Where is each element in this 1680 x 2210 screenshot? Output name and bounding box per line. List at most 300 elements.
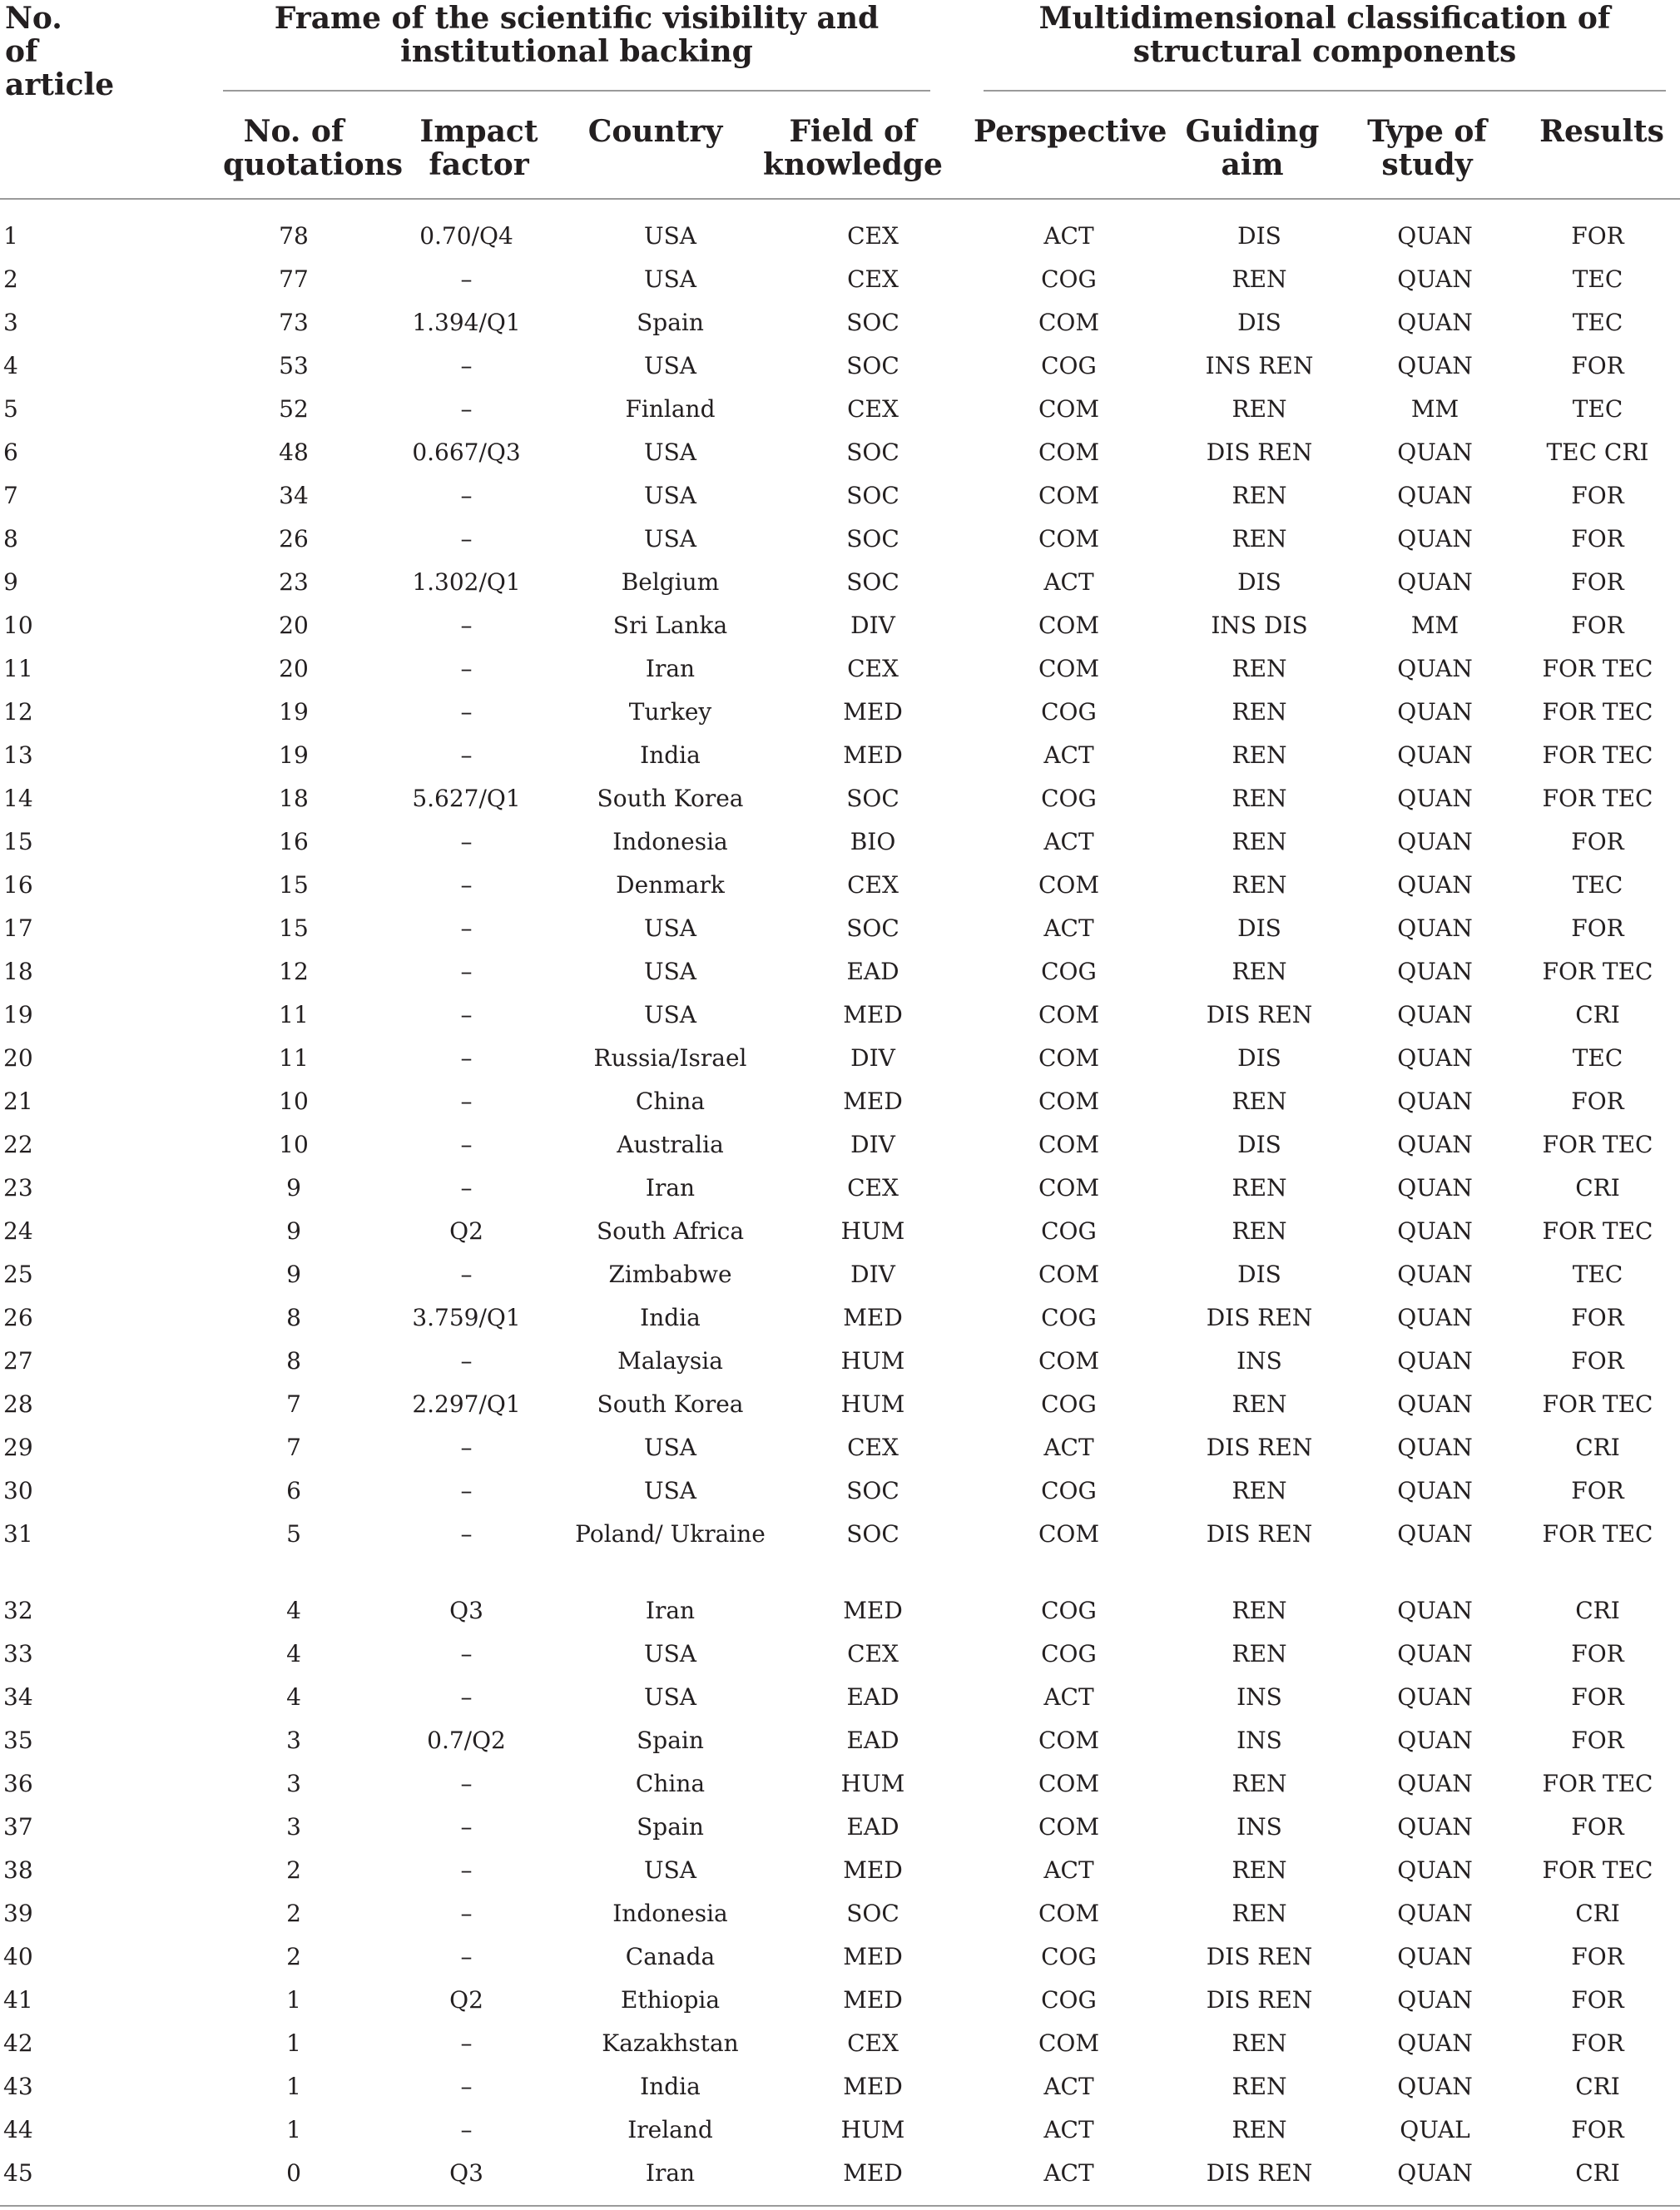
- perspective-cell: COM: [1038, 1001, 1100, 1028]
- country-cell: USA: [644, 1640, 696, 1667]
- type-of-study-cell: QUAN: [1397, 2159, 1473, 2187]
- perspective-cell: COG: [1041, 1217, 1097, 1245]
- table-row: [0, 1037, 1680, 1080]
- results-cell: CRI: [1575, 1597, 1620, 1624]
- type-of-study-cell: QUAN: [1397, 482, 1473, 509]
- article-number-cell: 10: [3, 612, 33, 639]
- country-cell: USA: [644, 914, 696, 942]
- perspective-cell: COG: [1041, 1943, 1097, 1970]
- impact-factor-cell: –: [460, 1434, 473, 1461]
- country-cell: Canada: [625, 1943, 716, 1970]
- field-cell: SOC: [846, 914, 899, 942]
- perspective-cell: COM: [1038, 482, 1100, 509]
- field-cell: MED: [843, 741, 903, 769]
- field-cell: SOC: [846, 1520, 899, 1548]
- article-number-cell: 16: [3, 871, 33, 899]
- guiding-aim-cell: REN: [1232, 741, 1287, 769]
- quotations-cell: 1: [286, 2116, 301, 2143]
- perspective-cell: COM: [1038, 1044, 1100, 1072]
- country-cell: Finland: [625, 395, 716, 423]
- country-cell: USA: [644, 1683, 696, 1711]
- perspective-cell: COG: [1041, 1304, 1097, 1331]
- table-row: [0, 691, 1680, 734]
- article-number-cell: 6: [3, 439, 18, 466]
- quotations-cell: 20: [279, 655, 309, 682]
- table-row: [0, 518, 1680, 561]
- table-row: [0, 777, 1680, 820]
- results-cell: FOR TEC: [1542, 1217, 1653, 1245]
- field-cell: MED: [843, 1986, 903, 2014]
- field-cell: DIV: [850, 612, 895, 639]
- field-cell: SOC: [846, 1900, 899, 1927]
- impact-factor-cell: –: [460, 1943, 473, 1970]
- quotations-cell: 23: [279, 568, 309, 596]
- country-cell: USA: [644, 222, 696, 250]
- quotations-cell: 16: [279, 828, 309, 855]
- quotations-cell: 1: [286, 2029, 301, 2057]
- article-number-cell: 1: [3, 222, 18, 250]
- field-cell: MED: [843, 698, 903, 726]
- impact-factor-cell: Q2: [449, 1217, 483, 1245]
- perspective-cell: COM: [1038, 1131, 1100, 1158]
- field-cell: CEX: [847, 265, 899, 293]
- quotations-cell: 9: [286, 1261, 301, 1288]
- table-row: [0, 1633, 1680, 1676]
- table-row: [0, 734, 1680, 777]
- article-number-cell: 38: [3, 1856, 33, 1884]
- guiding-aim-cell: DIS: [1237, 222, 1281, 250]
- field-cell: MED: [843, 1597, 903, 1624]
- country-cell: Indonesia: [612, 1900, 728, 1927]
- perspective-cell: COM: [1038, 309, 1100, 336]
- quotations-cell: 15: [279, 914, 309, 942]
- field-cell: SOC: [846, 309, 899, 336]
- country-cell: Turkey: [628, 698, 712, 726]
- field-cell: BIO: [850, 828, 896, 855]
- perspective-cell: ACT: [1043, 741, 1094, 769]
- table-row: [0, 1123, 1680, 1167]
- type-of-study-cell: QUAN: [1397, 1434, 1473, 1461]
- quotations-cell: 4: [286, 1640, 301, 1667]
- results-cell: FOR: [1571, 2029, 1624, 2057]
- impact-factor-cell: 2.297/Q1: [412, 1390, 521, 1418]
- field-cell: CEX: [847, 2029, 899, 2057]
- country-cell: USA: [644, 265, 696, 293]
- article-number-cell: 34: [3, 1683, 33, 1711]
- quotations-cell: 78: [279, 222, 309, 250]
- quotations-cell: 18: [279, 785, 309, 812]
- field-cell: SOC: [846, 1477, 899, 1504]
- country-cell: Poland/ Ukraine: [575, 1520, 766, 1548]
- results-cell: FOR TEC: [1542, 1390, 1653, 1418]
- perspective-cell: ACT: [1043, 222, 1094, 250]
- article-number-cell: 41: [3, 1986, 33, 2014]
- results-cell: TEC: [1572, 265, 1623, 293]
- perspective-cell: COM: [1038, 1520, 1100, 1548]
- type-of-study-cell: QUAN: [1397, 1520, 1473, 1548]
- header-bottom-rule: [0, 198, 1680, 200]
- type-of-study-cell: QUAN: [1397, 525, 1473, 552]
- table-row: [0, 994, 1680, 1037]
- table-row: [0, 431, 1680, 474]
- field-cell: SOC: [846, 525, 899, 552]
- table-row: [0, 1340, 1680, 1383]
- guiding-aim-cell: DIS REN: [1206, 1520, 1313, 1548]
- impact-factor-cell: –: [460, 828, 473, 855]
- type-of-study-cell: QUAN: [1397, 1770, 1473, 1797]
- type-of-study-cell: QUAN: [1397, 2073, 1473, 2100]
- country-cell: Indonesia: [612, 828, 728, 855]
- article-number-cell: 36: [3, 1770, 33, 1797]
- field-cell: CEX: [847, 395, 899, 423]
- column-header-perspective: Perspective: [974, 114, 1167, 149]
- guiding-aim-cell: INS DIS: [1211, 612, 1308, 639]
- country-cell: Iran: [645, 2159, 696, 2187]
- country-cell: Iran: [645, 655, 696, 682]
- country-cell: South Korea: [597, 1390, 744, 1418]
- table-row: [0, 1589, 1680, 1633]
- country-cell: Sri Lanka: [612, 612, 728, 639]
- impact-factor-cell: 0.7/Q2: [427, 1727, 506, 1754]
- quotations-cell: 3: [286, 1727, 301, 1754]
- impact-factor-cell: –: [460, 871, 473, 899]
- table-row: [0, 2065, 1680, 2108]
- results-cell: TEC: [1572, 1044, 1623, 1072]
- quotations-cell: 3: [286, 1813, 301, 1841]
- perspective-cell: COG: [1041, 698, 1097, 726]
- perspective-cell: COG: [1041, 1986, 1097, 2014]
- table-row: [0, 1676, 1680, 1719]
- country-cell: China: [635, 1770, 706, 1797]
- article-number-cell: 3: [3, 309, 18, 336]
- impact-factor-cell: –: [460, 2073, 473, 2100]
- article-number-cell: 35: [3, 1727, 33, 1754]
- results-cell: FOR TEC: [1542, 1520, 1653, 1548]
- table-row: [0, 1892, 1680, 1935]
- table-row: [0, 907, 1680, 950]
- results-cell: FOR: [1571, 482, 1624, 509]
- perspective-cell: COG: [1041, 1390, 1097, 1418]
- field-cell: HUM: [840, 1217, 905, 1245]
- type-of-study-cell: QUAN: [1397, 1813, 1473, 1841]
- perspective-cell: ACT: [1043, 2159, 1094, 2187]
- group-header-scientific-visibility: Frame of the scientific visibility and institutional backing: [274, 1, 880, 69]
- quotations-cell: 7: [286, 1434, 301, 1461]
- table-row: [0, 1469, 1680, 1513]
- results-cell: FOR: [1571, 568, 1624, 596]
- type-of-study-cell: QUAN: [1397, 1001, 1473, 1028]
- type-of-study-cell: QUAN: [1397, 1390, 1473, 1418]
- guiding-aim-cell: INS REN: [1205, 352, 1314, 379]
- guiding-aim-cell: DIS REN: [1206, 2159, 1313, 2187]
- impact-factor-cell: Q2: [449, 1986, 483, 2014]
- perspective-cell: COG: [1041, 1477, 1097, 1504]
- perspective-cell: ACT: [1043, 1856, 1094, 1884]
- table-row: [0, 2152, 1680, 2195]
- type-of-study-cell: QUAN: [1397, 785, 1473, 812]
- impact-factor-cell: –: [460, 395, 473, 423]
- impact-factor-cell: –: [460, 1477, 473, 1504]
- field-cell: CEX: [847, 655, 899, 682]
- type-of-study-cell: QUAN: [1397, 1683, 1473, 1711]
- country-cell: Spain: [637, 1727, 704, 1754]
- guiding-aim-cell: DIS REN: [1206, 1943, 1313, 1970]
- table-row: [0, 1979, 1680, 2022]
- country-cell: Iran: [645, 1174, 696, 1202]
- type-of-study-cell: QUAN: [1397, 222, 1473, 250]
- quotations-cell: 52: [279, 395, 309, 423]
- results-cell: FOR TEC: [1542, 698, 1653, 726]
- guiding-aim-cell: DIS: [1237, 914, 1281, 942]
- country-cell: USA: [644, 1001, 696, 1028]
- impact-factor-cell: –: [460, 352, 473, 379]
- perspective-cell: COM: [1038, 525, 1100, 552]
- field-cell: MED: [843, 1088, 903, 1115]
- results-cell: FOR: [1571, 914, 1624, 942]
- perspective-cell: COG: [1041, 1597, 1097, 1624]
- type-of-study-cell: QUAN: [1397, 1900, 1473, 1927]
- field-cell: HUM: [840, 1347, 905, 1375]
- article-number-cell: 13: [3, 741, 33, 769]
- results-cell: FOR: [1571, 1640, 1624, 1667]
- column-header-field: Field of knowledge: [763, 114, 943, 182]
- type-of-study-cell: QUAN: [1397, 828, 1473, 855]
- results-cell: FOR: [1571, 612, 1624, 639]
- impact-factor-cell: 1.302/Q1: [412, 568, 521, 596]
- quotations-cell: 2: [286, 1856, 301, 1884]
- guiding-aim-cell: DIS: [1237, 1261, 1281, 1288]
- type-of-study-cell: MM: [1410, 395, 1459, 423]
- article-number-cell: 11: [3, 655, 33, 682]
- country-cell: Russia/Israel: [593, 1044, 747, 1072]
- article-number-cell: 18: [3, 958, 33, 985]
- impact-factor-cell: 1.394/Q1: [412, 309, 521, 336]
- type-of-study-cell: QUAL: [1400, 2116, 1470, 2143]
- quotations-cell: 10: [279, 1088, 309, 1115]
- type-of-study-cell: QUAN: [1397, 914, 1473, 942]
- country-cell: Zimbabwe: [608, 1261, 732, 1288]
- guiding-aim-cell: REN: [1232, 1477, 1287, 1504]
- article-number-cell: 31: [3, 1520, 33, 1548]
- article-number-cell: 42: [3, 2029, 33, 2057]
- impact-factor-cell: –: [460, 698, 473, 726]
- type-of-study-cell: QUAN: [1397, 741, 1473, 769]
- results-cell: FOR TEC: [1542, 1131, 1653, 1158]
- field-cell: MED: [843, 1001, 903, 1028]
- quotations-cell: 1: [286, 2073, 301, 2100]
- perspective-cell: COM: [1038, 2029, 1100, 2057]
- guiding-aim-cell: REN: [1232, 1900, 1287, 1927]
- guiding-aim-cell: INS: [1236, 1813, 1282, 1841]
- results-cell: CRI: [1575, 1174, 1620, 1202]
- table-row: [0, 864, 1680, 907]
- field-cell: DIV: [850, 1131, 895, 1158]
- results-cell: TEC: [1572, 395, 1623, 423]
- guiding-aim-cell: REN: [1232, 265, 1287, 293]
- type-of-study-cell: QUAN: [1397, 958, 1473, 985]
- perspective-cell: COG: [1041, 265, 1097, 293]
- table-row: [0, 1210, 1680, 1253]
- impact-factor-cell: –: [460, 914, 473, 942]
- impact-factor-cell: –: [460, 612, 473, 639]
- table-bottom-rule: [0, 2205, 1680, 2207]
- table-row: [0, 2108, 1680, 2152]
- results-cell: FOR: [1571, 525, 1624, 552]
- guiding-aim-cell: DIS: [1237, 309, 1281, 336]
- table-row: [0, 1935, 1680, 1979]
- quotations-cell: 10: [279, 1131, 309, 1158]
- group-header-structural-components: Multidimensional classification of structural components: [1038, 1, 1611, 69]
- column-header-results: Results: [1539, 114, 1664, 149]
- perspective-cell: COM: [1038, 1727, 1100, 1754]
- field-cell: EAD: [846, 958, 899, 985]
- results-cell: FOR: [1571, 1347, 1624, 1375]
- type-of-study-cell: QUAN: [1397, 1261, 1473, 1288]
- results-cell: FOR: [1571, 1813, 1624, 1841]
- quotations-cell: 0: [286, 2159, 301, 2187]
- quotations-cell: 9: [286, 1174, 301, 1202]
- impact-factor-cell: –: [460, 1174, 473, 1202]
- field-cell: MED: [843, 1304, 903, 1331]
- results-cell: FOR: [1571, 352, 1624, 379]
- table-row: [0, 388, 1680, 431]
- type-of-study-cell: QUAN: [1397, 698, 1473, 726]
- impact-factor-cell: –: [460, 1131, 473, 1158]
- article-number-cell: 44: [3, 2116, 33, 2143]
- table-row: [0, 1513, 1680, 1589]
- country-cell: USA: [644, 1434, 696, 1461]
- guiding-aim-cell: INS: [1236, 1683, 1282, 1711]
- quotations-cell: 15: [279, 871, 309, 899]
- type-of-study-cell: QUAN: [1397, 439, 1473, 466]
- results-cell: FOR TEC: [1542, 1770, 1653, 1797]
- results-cell: FOR TEC: [1542, 741, 1653, 769]
- country-cell: Spain: [637, 309, 704, 336]
- field-cell: DIV: [850, 1044, 895, 1072]
- impact-factor-cell: –: [460, 1347, 473, 1375]
- field-cell: HUM: [840, 1770, 905, 1797]
- perspective-cell: ACT: [1043, 1683, 1094, 1711]
- perspective-cell: COG: [1041, 958, 1097, 985]
- country-cell: USA: [644, 958, 696, 985]
- article-number-cell: 45: [3, 2159, 33, 2187]
- guiding-aim-cell: DIS: [1237, 568, 1281, 596]
- country-cell: Malaysia: [617, 1347, 723, 1375]
- impact-factor-cell: –: [460, 1261, 473, 1288]
- quotations-cell: 3: [286, 1770, 301, 1797]
- impact-factor-cell: –: [460, 1770, 473, 1797]
- guiding-aim-cell: REN: [1232, 395, 1287, 423]
- table-row: [0, 561, 1680, 604]
- table-row: [0, 1167, 1680, 1210]
- results-cell: TEC: [1572, 1261, 1623, 1288]
- results-cell: FOR: [1571, 828, 1624, 855]
- article-number-cell: 23: [3, 1174, 33, 1202]
- field-cell: SOC: [846, 352, 899, 379]
- guiding-aim-cell: REN: [1232, 2116, 1287, 2143]
- type-of-study-cell: QUAN: [1397, 568, 1473, 596]
- table-row: [0, 950, 1680, 994]
- results-cell: FOR TEC: [1542, 958, 1653, 985]
- type-of-study-cell: QUAN: [1397, 655, 1473, 682]
- quotations-cell: 12: [279, 958, 309, 985]
- type-of-study-cell: QUAN: [1397, 309, 1473, 336]
- table-row: [0, 1762, 1680, 1806]
- impact-factor-cell: –: [460, 265, 473, 293]
- guiding-aim-cell: REN: [1232, 2073, 1287, 2100]
- field-cell: SOC: [846, 482, 899, 509]
- type-of-study-cell: QUAN: [1397, 871, 1473, 899]
- perspective-cell: COM: [1038, 1900, 1100, 1927]
- type-of-study-cell: QUAN: [1397, 1856, 1473, 1884]
- impact-factor-cell: –: [460, 2029, 473, 2057]
- type-of-study-cell: QUAN: [1397, 1088, 1473, 1115]
- field-cell: MED: [843, 1943, 903, 1970]
- quotations-cell: 7: [286, 1390, 301, 1418]
- article-number-cell: 33: [3, 1640, 33, 1667]
- guiding-aim-cell: REN: [1232, 2029, 1287, 2057]
- country-cell: Spain: [637, 1813, 704, 1841]
- field-cell: CEX: [847, 1174, 899, 1202]
- results-cell: FOR: [1571, 1304, 1624, 1331]
- country-cell: Belgium: [621, 568, 720, 596]
- field-cell: CEX: [847, 1434, 899, 1461]
- impact-factor-cell: 3.759/Q1: [412, 1304, 521, 1331]
- country-cell: Ethiopia: [620, 1986, 721, 2014]
- field-cell: EAD: [846, 1813, 899, 1841]
- perspective-cell: COM: [1038, 1174, 1100, 1202]
- guiding-aim-cell: REN: [1232, 958, 1287, 985]
- type-of-study-cell: QUAN: [1397, 352, 1473, 379]
- quotations-cell: 11: [279, 1044, 309, 1072]
- impact-factor-cell: –: [460, 1044, 473, 1072]
- article-number-cell: 43: [3, 2073, 33, 2100]
- impact-factor-cell: –: [460, 2116, 473, 2143]
- table-row: [0, 1849, 1680, 1892]
- quotations-cell: 8: [286, 1304, 301, 1331]
- quotations-cell: 11: [279, 1001, 309, 1028]
- type-of-study-cell: QUAN: [1397, 1044, 1473, 1072]
- impact-factor-cell: –: [460, 525, 473, 552]
- field-cell: MED: [843, 1856, 903, 1884]
- table-row: [0, 1296, 1680, 1340]
- data-table: [0, 215, 1680, 2195]
- results-cell: FOR: [1571, 1683, 1624, 1711]
- article-number-cell: 37: [3, 1813, 33, 1841]
- results-cell: FOR: [1571, 1943, 1624, 1970]
- impact-factor-cell: –: [460, 1856, 473, 1884]
- field-cell: CEX: [847, 1640, 899, 1667]
- table-row: [0, 1806, 1680, 1849]
- impact-factor-cell: Q3: [449, 1597, 483, 1624]
- perspective-cell: COM: [1038, 395, 1100, 423]
- type-of-study-cell: QUAN: [1397, 1347, 1473, 1375]
- results-cell: CRI: [1575, 1900, 1620, 1927]
- field-cell: EAD: [846, 1683, 899, 1711]
- results-cell: CRI: [1575, 1001, 1620, 1028]
- guiding-aim-cell: INS: [1236, 1347, 1282, 1375]
- results-cell: CRI: [1575, 1434, 1620, 1461]
- article-number-cell: 19: [3, 1001, 33, 1028]
- country-cell: South Korea: [597, 785, 744, 812]
- guiding-aim-cell: REN: [1232, 1217, 1287, 1245]
- guiding-aim-cell: REN: [1232, 482, 1287, 509]
- results-cell: FOR: [1571, 1727, 1624, 1754]
- country-cell: Kazakhstan: [602, 2029, 739, 2057]
- type-of-study-cell: QUAN: [1397, 1986, 1473, 2014]
- results-cell: FOR: [1571, 1477, 1624, 1504]
- table-body: [0, 215, 1680, 2195]
